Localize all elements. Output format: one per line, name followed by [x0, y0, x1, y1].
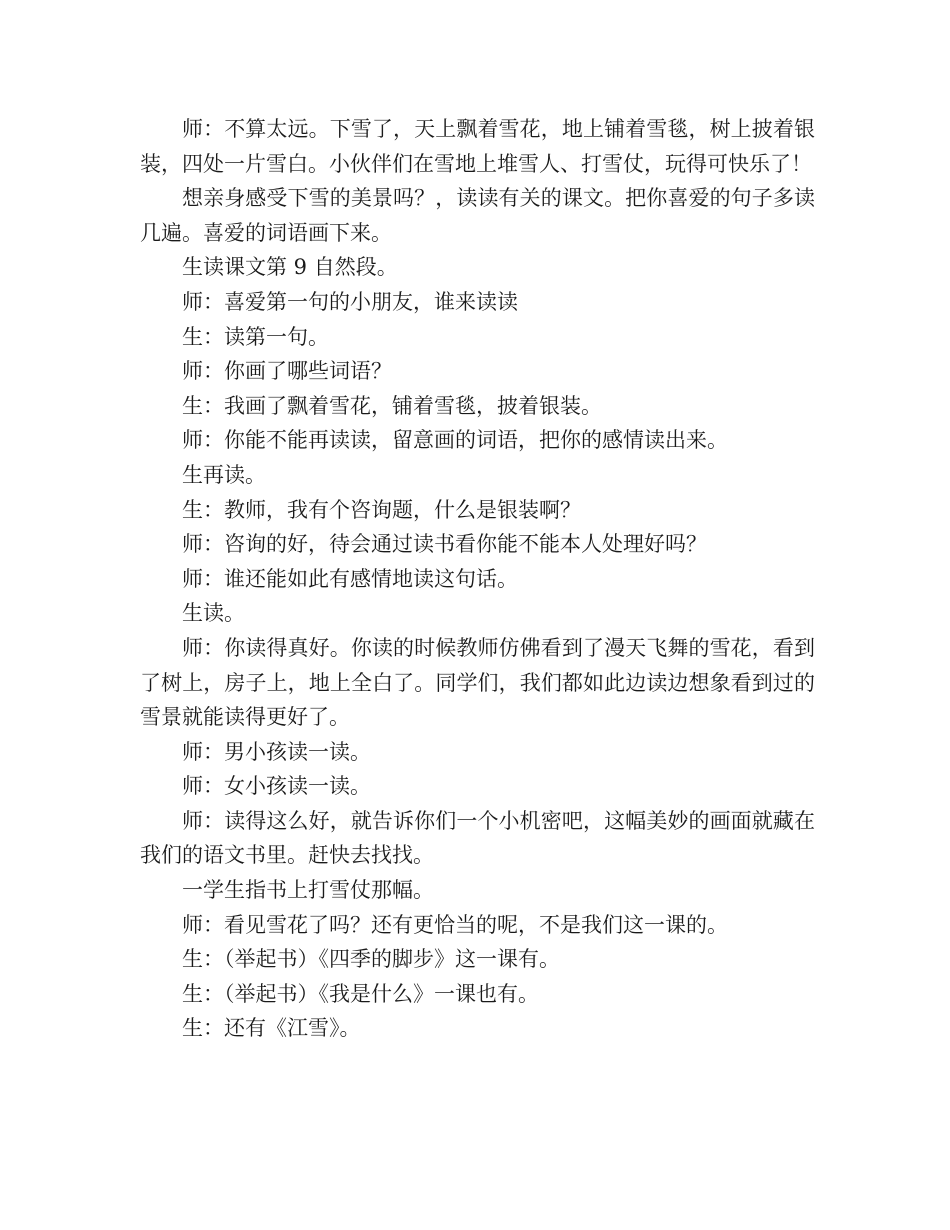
paragraph-1: 师：不算太远。下雪了，天上飘着雪花，地上铺着雪毯，树上披着银装，四处一片雪白。小伙伴们在雪地上堆雪人、打雪仗，玩得可快乐了！: [140, 117, 815, 176]
paragraph-4: 师：喜爱第一句的小朋友，谁来读读: [182, 289, 518, 314]
paragraph-5: 生：读第一句。: [182, 324, 329, 349]
document-body: [140, 112, 815, 1046]
paragraph-9: 生再读。: [182, 462, 266, 487]
paragraph-16: 师：女小孩读一读。: [182, 774, 371, 799]
paragraph-14: 师：你读得真好。你读的时候教师仿佛看到了漫天飞舞的雪花，看到了树上，房子上，地上全白了。同学们，我们都如此边读边想象看到过的雪景就能读得更好了。: [140, 635, 815, 730]
paragraph-22: 生：还有《江雪》。: [182, 1016, 361, 1041]
paragraph-20: 生：（举起书）《四季的脚步》这一课有。: [182, 947, 560, 972]
paragraph-12: 师：谁还能如此有感情地读这句话。: [182, 566, 518, 591]
paragraph-15: 师：男小孩读一读。: [182, 739, 371, 764]
paragraph-11: 师：咨询的好，待会通过读书看你能不能本人处理好吗？: [182, 532, 707, 557]
paragraph-7: 生：我画了飘着雪花，铺着雪毯，披着银装。: [182, 393, 602, 418]
paragraph-3: 生读课文第 9 自然段。: [182, 255, 398, 280]
paragraph-13: 生读。: [182, 601, 245, 626]
paragraph-2: 想亲身感受下雪的美景吗？，读读有关的课文。把你喜爱的句子多读几遍。喜爱的词语画下来。: [140, 186, 815, 245]
paragraph-18: 一学生指书上打雪仗那幅。: [182, 878, 434, 903]
paragraph-21: 生：（举起书）《我是什么》一课也有。: [182, 981, 539, 1006]
paragraph-10: 生：教师，我有个咨询题，什么是银装啊？: [182, 497, 581, 522]
paragraph-6: 师：你画了哪些词语？: [182, 359, 392, 384]
paragraph-17: 师：读得这么好，就告诉你们一个小机密吧，这幅美妙的画面就藏在我们的语文书里。赶快去找找。: [140, 808, 815, 868]
paragraph-8: 师：你能不能再读读，留意画的词语，把你的感情读出来。: [182, 428, 728, 453]
paragraph-19: 师：看见雪花了吗？还有更恰当的呢，不是我们这一课的。: [182, 912, 728, 937]
